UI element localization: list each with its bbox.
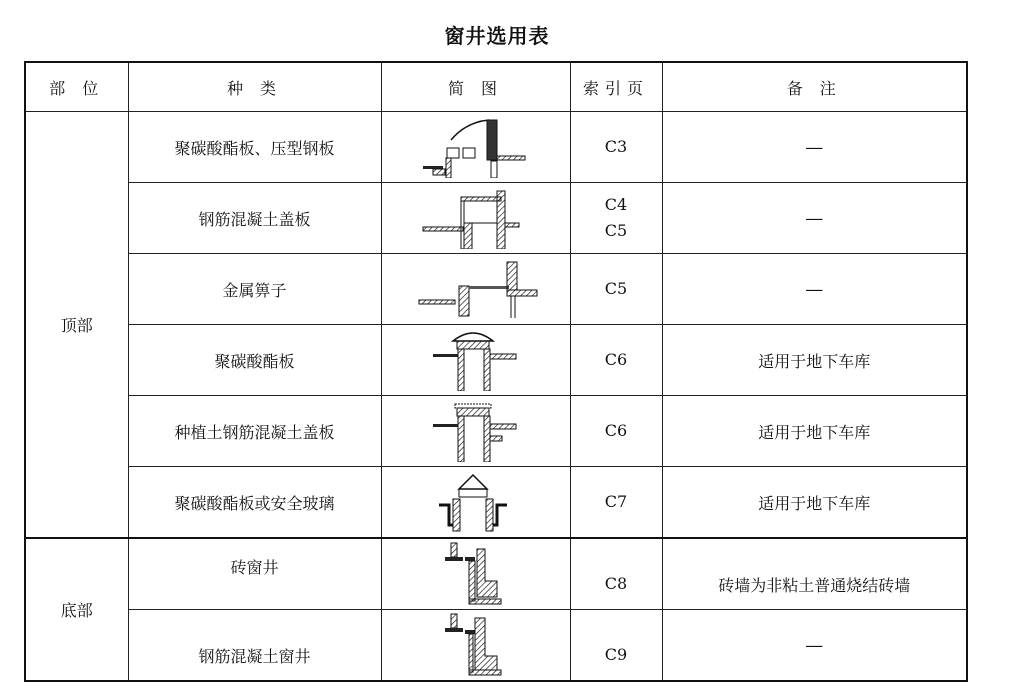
diagram-cell xyxy=(381,112,570,183)
header-diagram: 简 图 xyxy=(381,62,570,112)
diagram-polycarbonate-glass xyxy=(431,471,521,533)
diagram-cell xyxy=(381,396,570,467)
diagram-cell xyxy=(381,325,570,396)
group-top: 顶部 xyxy=(25,112,128,539)
diagram-cell xyxy=(381,467,570,539)
kind-text: 砖窗井 xyxy=(230,557,279,577)
index-page-cell xyxy=(570,112,662,183)
index-page-cell xyxy=(570,538,662,610)
index-page-cell xyxy=(570,183,662,254)
index-page: C4 xyxy=(604,195,628,214)
index-page-cell xyxy=(570,254,662,325)
diagram-polycarbonate-steel xyxy=(421,116,531,178)
table-row xyxy=(25,538,967,610)
group-bottom: 底部 xyxy=(25,538,128,681)
table-row xyxy=(25,254,967,325)
kind-cell: 聚碳酸酯板 xyxy=(128,325,381,396)
diagram-cell xyxy=(381,610,570,682)
remark-cell: 适用于地下车库 xyxy=(662,396,967,467)
index-page-cell xyxy=(570,396,662,467)
diagram-concrete-well xyxy=(441,612,511,678)
index-page-cell xyxy=(570,325,662,396)
kind-cell: 钢筋混凝土盖板 xyxy=(128,183,381,254)
kind-cell: 种植土钢筋混凝土盖板 xyxy=(128,396,381,467)
diagram-metal-grate xyxy=(411,258,541,320)
table-row xyxy=(25,396,967,467)
remark-cell: 适用于地下车库 xyxy=(662,325,967,396)
diagram-polycarbonate-dome xyxy=(431,329,521,391)
kind-text: 钢筋混凝土窗井 xyxy=(198,646,311,666)
table-header-row xyxy=(25,62,967,112)
remark-cell: — xyxy=(662,112,967,183)
index-page: C8 xyxy=(604,574,628,593)
table-row xyxy=(25,467,967,539)
diagram-cell xyxy=(381,538,570,610)
header-remark: 备 注 xyxy=(662,62,967,112)
remark-cell: — xyxy=(662,183,967,254)
table-row xyxy=(25,112,967,183)
index-page: C7 xyxy=(604,492,628,511)
index-page: C9 xyxy=(604,645,628,664)
index-page: C5 xyxy=(604,279,628,298)
index-page: C3 xyxy=(604,137,628,156)
index-page: C6 xyxy=(604,421,628,440)
diagram-cell xyxy=(381,254,570,325)
diagram-brick-well xyxy=(441,541,511,607)
index-page: C5 xyxy=(604,221,628,240)
table-row xyxy=(25,325,967,396)
table-row xyxy=(25,183,967,254)
remark-cell: 适用于地下车库 xyxy=(662,467,967,539)
diagram-concrete-cover xyxy=(421,187,531,249)
page-title: 窗井选用表 xyxy=(444,24,550,48)
header-position: 部 位 xyxy=(25,62,128,112)
remark-cell: — xyxy=(662,254,967,325)
index-page: C6 xyxy=(604,350,628,369)
kind-cell: 聚碳酸酯板、压型钢板 xyxy=(128,112,381,183)
header-index-page: 索引页 xyxy=(570,62,662,112)
diagram-cell xyxy=(381,183,570,254)
window-well-selection-table xyxy=(24,61,968,682)
kind-cell xyxy=(128,610,381,682)
kind-cell xyxy=(128,538,381,610)
index-page-cell xyxy=(570,467,662,539)
remark-text: 砖墙为非粘土普通烧结砖墙 xyxy=(718,575,911,595)
kind-cell: 聚碳酸酯板或安全玻璃 xyxy=(128,467,381,539)
diagram-planting-soil-cover xyxy=(431,400,521,462)
remark-cell xyxy=(662,538,967,610)
remark-cell: — xyxy=(662,610,967,682)
table-row xyxy=(25,610,967,682)
header-kind: 种 类 xyxy=(128,62,381,112)
index-page-cell xyxy=(570,610,662,682)
kind-cell: 金属箅子 xyxy=(128,254,381,325)
